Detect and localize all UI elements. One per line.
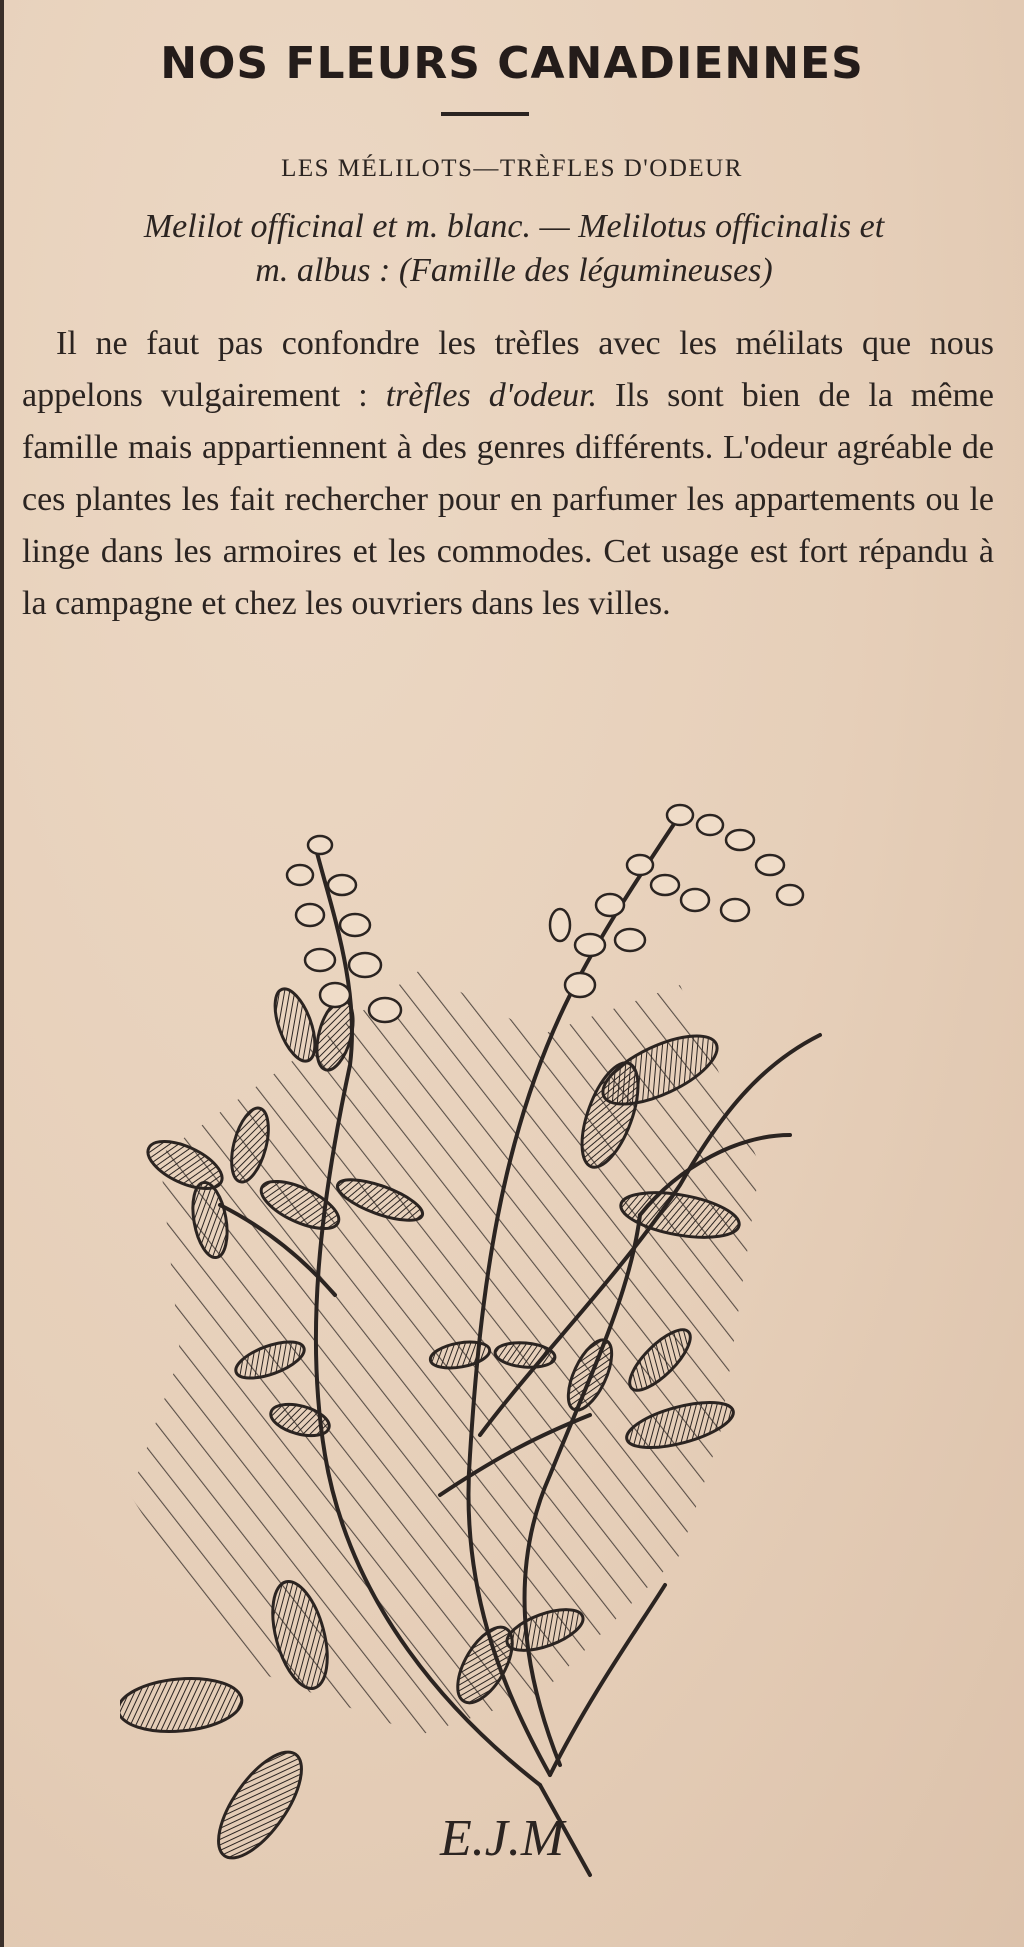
flower (681, 889, 709, 911)
artist-signature: E.J.M (440, 1810, 565, 1867)
flower (308, 836, 332, 854)
flower (296, 904, 324, 926)
flower (349, 953, 381, 977)
article-subtitle: LES MÉLILOTS—TRÈFLES D'ODEUR (281, 155, 743, 182)
flower (777, 885, 803, 905)
leaf (120, 1674, 244, 1737)
flower (697, 815, 723, 835)
flower (726, 830, 754, 850)
botanical-name-line-1: Melilot officinal et m. blanc. — Melilotus officinalis et (143, 208, 885, 245)
flower (550, 909, 570, 941)
flower (651, 875, 679, 895)
body-text-part-2: Ils sont bien de la même famille mais appartiennent à des genres différents. L'odeur agréable de ces plantes les fait rechercher pour en parfumer les appartements ou le linge dans les armoires et les commodes. Cet usage est fort répandu à la campagne et chez les ouvriers dans les villes. (22, 377, 995, 622)
flower (721, 899, 749, 921)
flower (287, 865, 313, 885)
flower (627, 855, 653, 875)
article-body (22, 318, 994, 630)
flower (328, 875, 356, 895)
flower (756, 855, 784, 875)
title-divider (441, 112, 529, 116)
body-text-part-1: Il ne faut pas confondre les trèfles avec les mélilats que nous appelons vulgairement : (22, 325, 994, 414)
flower (615, 929, 645, 951)
flower (667, 805, 693, 825)
botanical-name (22, 205, 1006, 293)
body-italic-term: trèfles d'odeur. (385, 377, 598, 414)
body-paragraph (22, 318, 994, 630)
flower (340, 914, 370, 936)
botanical-name-line-2: m. albus : (Famille des légumineuses) (255, 252, 773, 289)
leaf (203, 1739, 317, 1870)
flower (320, 983, 350, 1007)
flower (575, 934, 605, 956)
plant-illustration (120, 735, 880, 1915)
flower (305, 949, 335, 971)
flower (596, 894, 624, 916)
page-edge (0, 0, 4, 1947)
leaf (267, 984, 323, 1066)
flower (565, 973, 595, 997)
page-title: NOS FLEURS CANADIENNES (160, 38, 864, 89)
flower (369, 998, 401, 1022)
